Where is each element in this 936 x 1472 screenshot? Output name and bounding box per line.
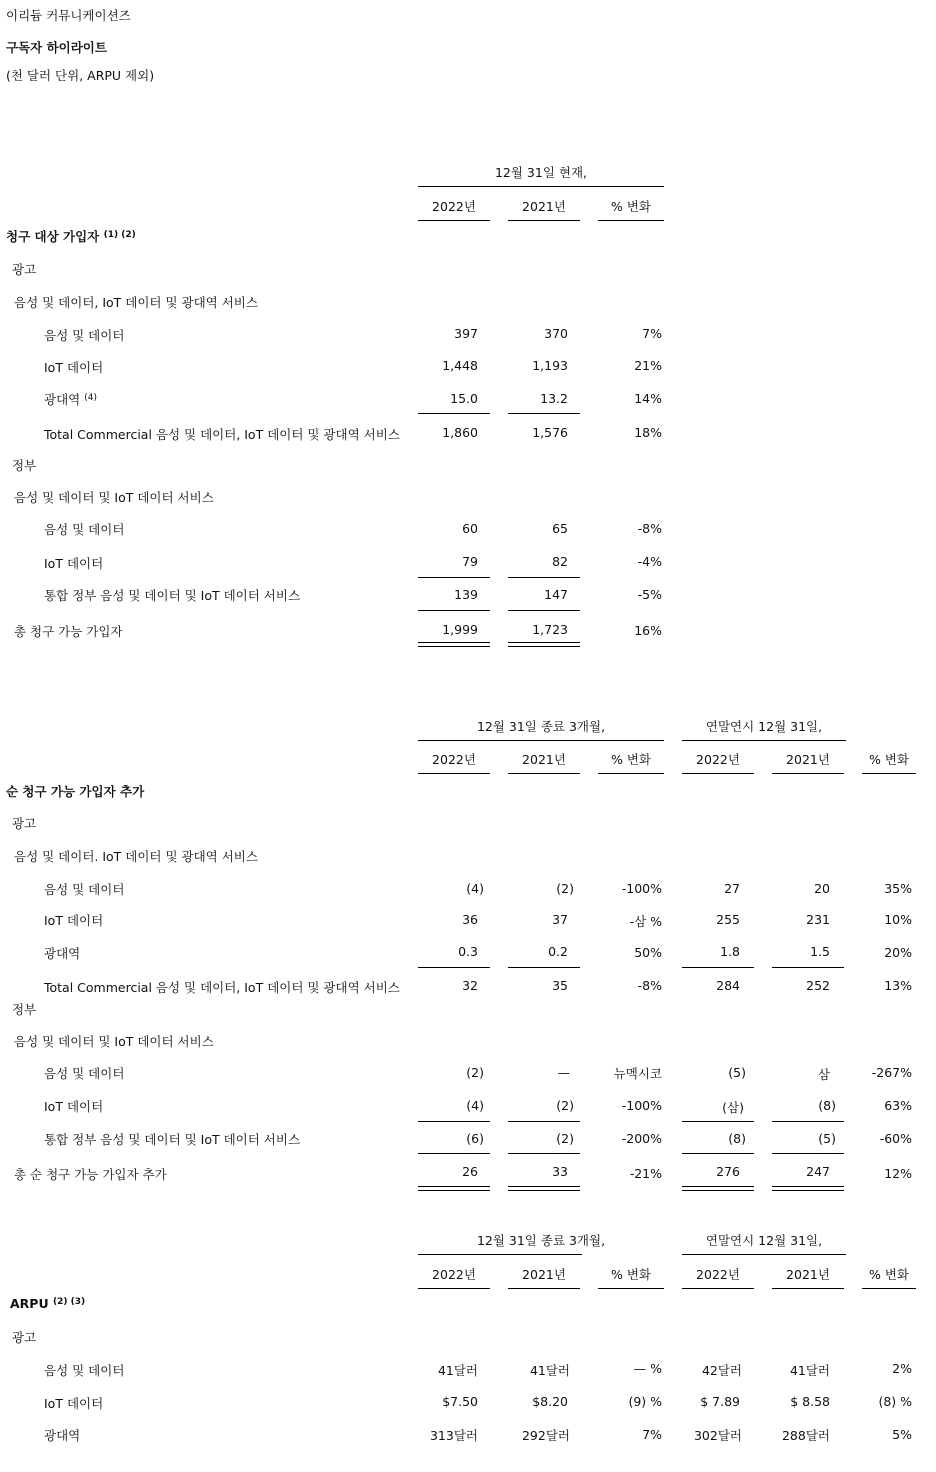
col-header: 2022년 [432,199,476,214]
row-label-total: Total Commercial 음성 및 데이터, IoT 데이터 및 광대역 서비스 [44,980,400,995]
col-header: 2022년 [432,752,476,767]
col-header: % 변화 [610,199,651,214]
cell: -4% [637,554,662,569]
subgroup-label: 음성 및 데이터, IoT 데이터 및 광대역 서비스 [14,295,258,310]
cell: (8) [728,1131,746,1146]
cell: (4) [466,881,484,896]
cell: 33 [552,1164,568,1179]
units-note: (천 달러 단위, ARPU 제외) [6,68,155,83]
cell: 20% [884,945,912,960]
cell: 36 [462,912,478,927]
cell: 50% [634,945,662,960]
cell: 32 [462,978,478,993]
cell: -100% [621,1098,662,1113]
row-label: IoT 데이터 [44,556,104,571]
cell: 1,999 [442,622,478,637]
cell: -267% [871,1065,912,1080]
period-header: 연말연시 12월 31일, [705,1233,823,1248]
cell: 1.8 [720,944,740,959]
row-label: 음성 및 데이터 [44,522,125,537]
cell: 13% [884,978,912,993]
cell: -21% [629,1166,662,1181]
cell: 1,576 [532,425,568,440]
cell: 35 [552,978,568,993]
cell: (2) [466,1065,484,1080]
cell: 42달러 [701,1363,742,1378]
row-label: IoT 데이터 [44,913,104,928]
subgroup-label: 음성 및 데이터. IoT 데이터 및 광대역 서비스 [14,849,258,864]
cell: 41달러 [789,1363,830,1378]
cell: 79 [462,554,478,569]
cell: -200% [621,1131,662,1146]
cell: (8) [818,1098,836,1113]
section-heading: ARPU $^{(2) (3)}$ [10,1296,86,1311]
col-header: 2021년 [786,1267,830,1282]
cell: 18% [634,425,662,440]
cell: 35% [884,881,912,896]
cell: 27 [724,881,740,896]
cell: 60 [462,521,478,536]
row-label-total: 통합 정부 음성 및 데이터 및 IoT 데이터 서비스 [44,588,301,603]
row-label: IoT 데이터 [44,1396,104,1411]
row-label: 음성 및 데이터 [44,882,125,897]
cell: 1,723 [532,622,568,637]
cell: 370 [544,326,568,341]
cell: 147 [544,587,568,602]
cell: 397 [454,326,478,341]
cell: 21% [634,358,662,373]
period-header: 연말연시 12월 31일, [705,719,823,734]
cell: 14% [634,391,662,406]
cell: 16% [634,623,662,638]
cell: $ 7.89 [700,1394,740,1409]
cell: (2) [556,1131,574,1146]
cell: $8.20 [532,1394,568,1409]
cell: 7% [642,326,662,341]
col-header: 2021년 [522,199,566,214]
period-header: 12월 31일 종료 3개월, [476,719,606,734]
subgroup-label: 음성 및 데이터 및 IoT 데이터 서비스 [14,490,214,505]
cell: (삼) [722,1100,744,1115]
row-label: 음성 및 데이터 [44,1066,125,1081]
cell: $7.50 [442,1394,478,1409]
cell: 82 [552,554,568,569]
col-header: 2022년 [432,1267,476,1282]
grand-total-label: 총 청구 가능 가입자 [14,624,123,639]
company-name: 이리듐 커뮤니케이션즈 [6,8,131,23]
cell: 12% [884,1166,912,1181]
cell: 255 [716,912,740,927]
cell: 15.0 [450,391,478,406]
group-label: 정부 [12,1002,37,1017]
cell: 7% [642,1427,662,1442]
col-header: 2022년 [696,1267,740,1282]
cell: 2% [892,1361,912,1376]
cell: -5% [637,587,662,602]
row-label-total: Total Commercial 음성 및 데이터, IoT 데이터 및 광대역 서비스 [44,427,400,442]
cell: 5% [892,1427,912,1442]
period-header: 12월 31일 종료 3개월, [476,1233,606,1248]
cell: 231 [806,912,830,927]
cell: -60% [879,1131,912,1146]
cell: 1,860 [442,425,478,440]
col-header: % 변화 [610,752,651,767]
cell: 252 [806,978,830,993]
cell: 41달러 [437,1363,478,1378]
cell: 276 [716,1164,740,1179]
row-label-total: 통합 정부 음성 및 데이터 및 IoT 데이터 서비스 [44,1132,301,1147]
cell: 37 [552,912,568,927]
cell: 26 [462,1164,478,1179]
cell: $ 8.58 [790,1394,830,1409]
cell: 20 [814,881,830,896]
group-label: 광고 [12,1330,37,1345]
cell: (6) [466,1131,484,1146]
cell: (2) [556,881,574,896]
cell: 1,193 [532,358,568,373]
cell: 302달러 [693,1428,742,1443]
col-header: 2021년 [522,752,566,767]
row-label: 광대역 $^{(4)}$ [44,392,97,407]
cell: (2) [556,1098,574,1113]
cell: 292달러 [521,1428,570,1443]
cell: (8) % [878,1394,912,1409]
cell: 247 [806,1164,830,1179]
cell: 0.3 [458,944,478,959]
row-label: 광대역 [44,946,81,961]
col-header: % 변화 [610,1267,651,1282]
row-label: IoT 데이터 [44,360,104,375]
cell: — [557,1065,570,1080]
cell: -100% [621,881,662,896]
cell: -8% [637,978,662,993]
page-title: 구독자 하이라이트 [6,40,107,55]
cell: 284 [716,978,740,993]
cell: 13.2 [540,391,568,406]
group-label: 광고 [12,816,37,831]
cell: (5) [818,1131,836,1146]
period-header: 12월 31일 현재, [494,165,588,180]
cell: 1.5 [810,944,830,959]
row-label: 음성 및 데이터 [44,1363,125,1378]
row-label: 광대역 [44,1428,81,1443]
group-label: 정부 [12,458,37,473]
col-header: % 변화 [868,1267,909,1282]
col-header: 2021년 [522,1267,566,1282]
col-header: % 변화 [868,752,909,767]
row-label: 음성 및 데이터 [44,328,125,343]
row-label: IoT 데이터 [44,1099,104,1114]
cell: 288달러 [781,1428,830,1443]
section-heading: 순 청구 가능 가입자 추가 [6,784,145,799]
cell: 1,448 [442,358,478,373]
col-header: 2022년 [696,752,740,767]
col-header: 2021년 [786,752,830,767]
cell: (5) [728,1065,746,1080]
cell: 10% [884,912,912,927]
cell: 65 [552,521,568,536]
cell: (4) [466,1098,484,1113]
cell: 뉴멕시코 [613,1066,662,1081]
cell: -삼 % [629,914,662,929]
cell: 313달러 [429,1428,478,1443]
cell: 삼 [817,1067,830,1082]
cell: — % [633,1361,662,1376]
subgroup-label: 음성 및 데이터 및 IoT 데이터 서비스 [14,1034,214,1049]
cell: (9) % [628,1394,662,1409]
cell: 63% [884,1098,912,1113]
cell: 0.2 [548,944,568,959]
section-heading: 청구 대상 가입자 $^{(1) (2)}$ [6,229,136,244]
cell: 41달러 [529,1363,570,1378]
cell: 139 [454,587,478,602]
cell: -8% [637,521,662,536]
grand-total-label: 총 순 청구 가능 가입자 추가 [14,1167,167,1182]
group-label: 광고 [12,262,37,277]
